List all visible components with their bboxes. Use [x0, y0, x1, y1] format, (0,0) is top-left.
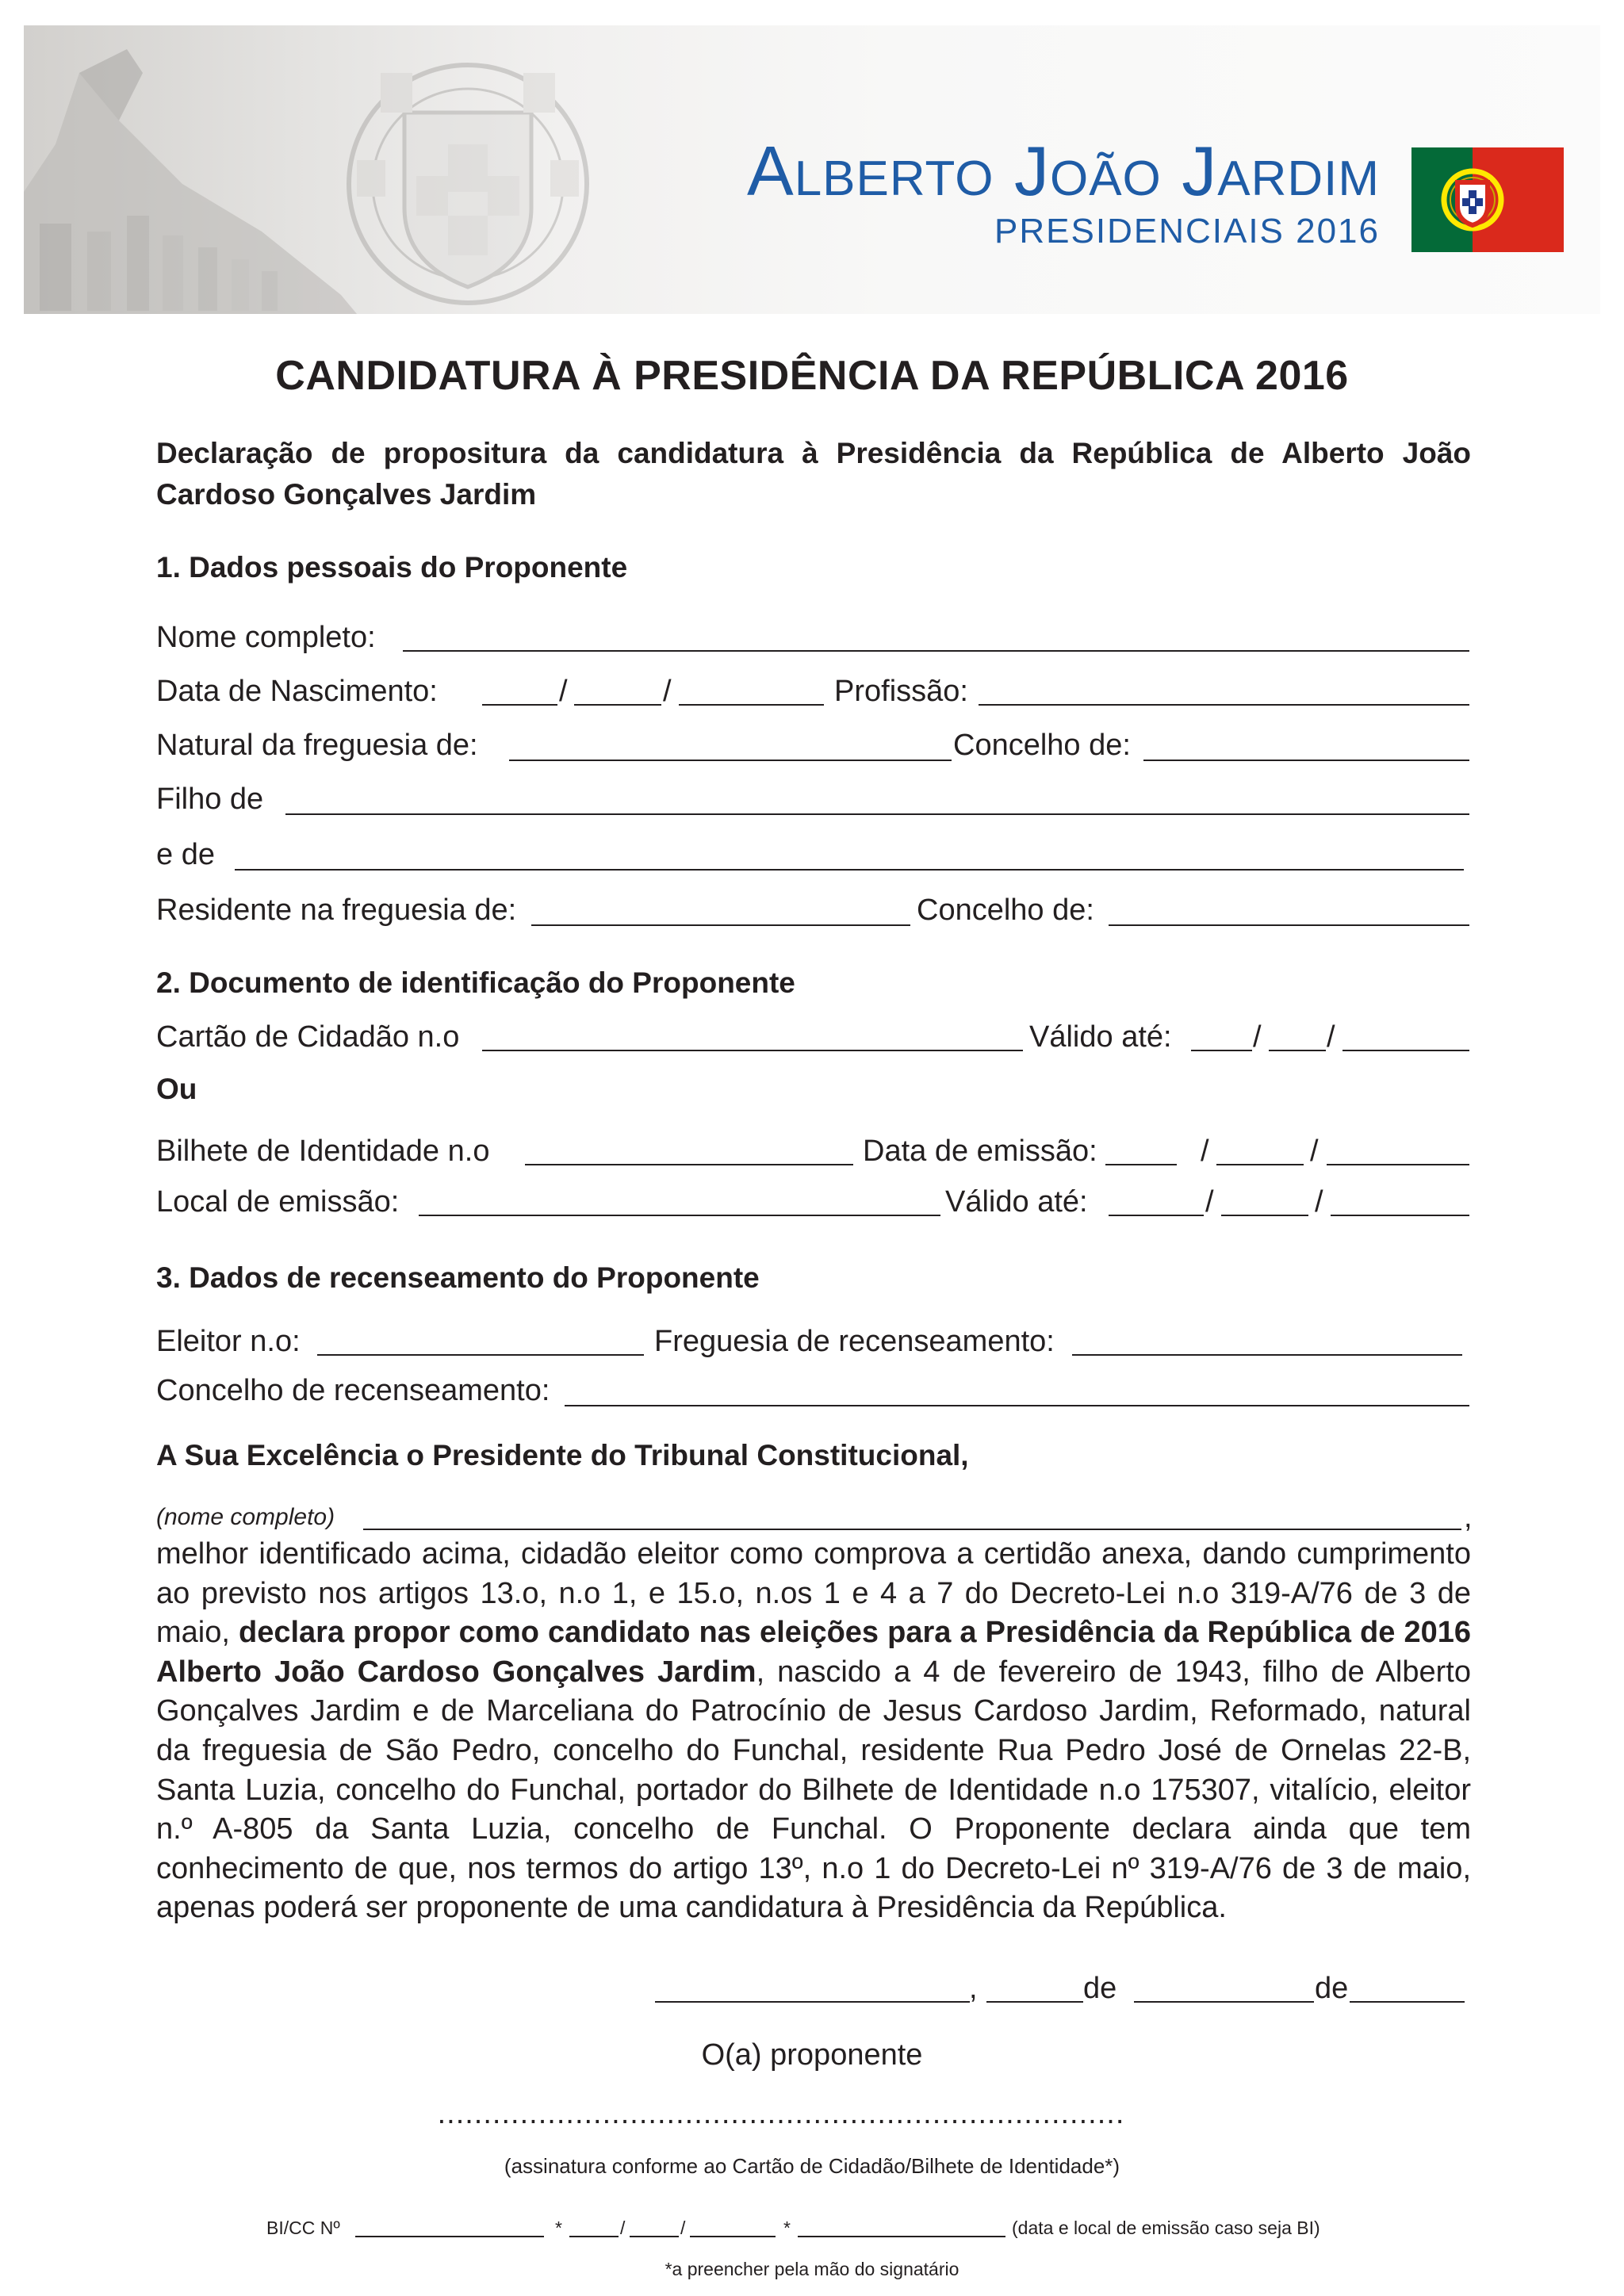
bilhete-valido-month-field[interactable]: [1221, 1215, 1308, 1216]
ou-label: Ou: [156, 1073, 197, 1105]
signature-de-label: de: [1083, 1972, 1117, 2005]
concelho-recenseamento-label: Concelho de recenseamento:: [156, 1374, 550, 1407]
local-emissao-label: Local de emissão:: [156, 1185, 400, 1219]
nome-completo-label: Nome completo:: [156, 621, 376, 654]
declaration-text-part2: , nascido a 4 de fevereiro de 1943, filho de Alberto Gonçalves Jardim e de Marceliana do Patrocínio de Jesus Cardoso Jardim, Reformado, natural da freguesia de São Pedro, concelho do Funchal, residente Rua Pedro José de Ornelas 22-B, Santa Luzia, concelho do Funchal, portador do Bilhete de Identidade n.o 175307, vitalício, eleitor n.º A-805 da Santa Luzia, concelho de Funchal. O Proponente declara ainda que tem conhecimento de que, nos termos do artigo 13º, n.o 1 do Decreto-Lei nº 319-A/76 de 3 de maio, apenas poderá ser proponente de uma candidatura à Presidência da República.: [156, 1655, 1471, 1925]
declarant-name-comma: ,: [1464, 1501, 1473, 1534]
signature-dotted-line[interactable]: ...........................................................................: [437, 2097, 1125, 2130]
signature-place-comma: ,: [969, 1972, 978, 2005]
eleitor-field[interactable]: [317, 1354, 644, 1356]
date-separator: /: [1315, 1185, 1323, 1219]
bicc-number-field[interactable]: [355, 2236, 544, 2237]
signature-hint: (assinatura conforme ao Cartão de Cidadão/Bilhete de Identidade*): [504, 2154, 1120, 2178]
nome-completo-field[interactable]: [403, 650, 1469, 652]
emissao-month-field[interactable]: [1216, 1164, 1304, 1165]
bicc-month-field[interactable]: [630, 2236, 679, 2237]
residente-freguesia-label: Residente na freguesia de:: [156, 894, 517, 927]
data-nascimento-label: Data de Nascimento:: [156, 675, 438, 708]
nome-completo-hint: (nome completo): [156, 1504, 335, 1530]
bicc-year-field[interactable]: [690, 2236, 776, 2237]
bicc-label: BI/CC Nº: [266, 2218, 340, 2238]
bilhete-identidade-field[interactable]: [525, 1164, 853, 1165]
freguesia-recenseamento-field[interactable]: [1072, 1354, 1462, 1356]
filho-de-field[interactable]: [285, 813, 1469, 815]
signature-month-field[interactable]: [1134, 2001, 1314, 2003]
date-separator: /: [1253, 1020, 1262, 1054]
portugal-flag-icon: [1411, 147, 1564, 252]
header-banner: [24, 25, 1600, 314]
bilhete-valido-label: Válido até:: [945, 1185, 1088, 1219]
bicc-separator: /: [680, 2218, 686, 2238]
nascimento-day-field[interactable]: [482, 704, 557, 706]
date-separator: /: [1201, 1135, 1209, 1168]
signature-year-field[interactable]: [1350, 2001, 1465, 2003]
bilhete-identidade-label: Bilhete de Identidade n.o: [156, 1135, 490, 1168]
freguesia-recenseamento-label: Freguesia de recenseamento:: [654, 1325, 1055, 1358]
cartao-valido-month-field[interactable]: [1269, 1050, 1326, 1051]
nascimento-month-field[interactable]: [574, 704, 661, 706]
section-2-heading: 2. Documento de identificação do Proponente: [156, 966, 795, 999]
bicc-day-field[interactable]: [569, 2236, 619, 2237]
residente-concelho-label: Concelho de:: [917, 894, 1094, 927]
date-separator: /: [663, 675, 672, 708]
cartao-cidadao-field[interactable]: [482, 1050, 1023, 1051]
footnote: *a preencher pela mão do signatário: [665, 2259, 959, 2279]
signature-place-field[interactable]: [655, 2001, 970, 2003]
natural-freguesia-label: Natural da freguesia de:: [156, 729, 478, 762]
emissao-year-field[interactable]: [1327, 1164, 1469, 1165]
proponente-label: O(a) proponente: [701, 2038, 923, 2072]
cartao-valido-day-field[interactable]: [1191, 1050, 1252, 1051]
bilhete-valido-year-field[interactable]: [1331, 1215, 1469, 1216]
date-separator: /: [1327, 1020, 1335, 1054]
cartao-valido-label: Válido até:: [1029, 1020, 1172, 1054]
declarant-name-field[interactable]: [363, 1529, 1461, 1530]
cartao-valido-year-field[interactable]: [1342, 1050, 1469, 1051]
residente-concelho-field[interactable]: [1109, 924, 1469, 926]
natural-freguesia-field[interactable]: [509, 760, 952, 761]
eleitor-label: Eleitor n.o:: [156, 1325, 301, 1358]
signature-day-field[interactable]: [986, 2001, 1083, 2003]
form-title: CANDIDATURA À PRESIDÊNCIA DA REPÚBLICA 2016: [275, 353, 1349, 399]
declaration-paragraph: [156, 1535, 1471, 1928]
bilhete-valido-day-field[interactable]: [1109, 1215, 1204, 1216]
bicc-star: *: [783, 2218, 791, 2238]
bicc-place-field[interactable]: [798, 2236, 1005, 2237]
e-de-field[interactable]: [235, 869, 1464, 871]
declaration-text-part1: melhor identificado acima, cidadão eleitor como comprova a certidão anexa, dando cumprimento ao previsto nos artigos 13.o, n.o 1, e 15.o, n.os 1 e 4 a 7 do Decreto-Lei n.o 319-A/76 de 3 de maio,: [156, 1537, 1471, 1650]
section-1-heading: 1. Dados pessoais do Proponente: [156, 551, 628, 584]
section-3-heading: 3. Dados de recenseamento do Proponente: [156, 1261, 760, 1294]
emissao-day-field[interactable]: [1105, 1164, 1177, 1165]
addressee-heading: A Sua Excelência o Presidente do Tribunal Constitucional,: [156, 1439, 969, 1471]
date-separator: /: [1205, 1185, 1214, 1219]
date-separator: /: [1310, 1135, 1319, 1168]
coat-of-arms-watermark: [349, 65, 587, 303]
profissao-field[interactable]: [979, 704, 1469, 706]
natural-concelho-field[interactable]: [1143, 760, 1469, 761]
bicc-hint: (data e local de emissão caso seja BI): [1012, 2218, 1320, 2238]
local-emissao-field[interactable]: [419, 1215, 940, 1216]
residente-freguesia-field[interactable]: [531, 924, 910, 926]
declaration-text-bold: declara propor como candidato nas eleições para a Presidência da República de 2016 Alberto João Cardoso Gonçalves Jardim: [156, 1616, 1471, 1689]
cartao-cidadao-label: Cartão de Cidadão n.o: [156, 1020, 460, 1054]
bicc-separator: /: [620, 2218, 626, 2238]
date-separator: /: [559, 675, 568, 708]
candidate-name: Alberto João Jardim: [747, 132, 1380, 210]
nascimento-year-field[interactable]: [679, 704, 824, 706]
monument-illustration: [24, 49, 357, 314]
e-de-label: e de: [156, 838, 215, 871]
data-emissao-label: Data de emissão:: [863, 1135, 1097, 1168]
bicc-star: *: [555, 2218, 562, 2238]
profissao-label: Profissão:: [834, 675, 968, 708]
form-subtitle: Declaração de propositura da candidatura à Presidência da República de Alberto João Cardoso Gonçalves Jardim: [156, 437, 1471, 511]
natural-concelho-label: Concelho de:: [953, 729, 1131, 762]
concelho-recenseamento-field[interactable]: [565, 1405, 1469, 1406]
filho-de-label: Filho de: [156, 783, 264, 816]
signature-de-label: de: [1315, 1972, 1349, 2005]
monument-and-coat-of-arms-artwork: [24, 25, 737, 314]
campaign-subtitle: PRESIDENCIAIS 2016: [994, 212, 1380, 251]
